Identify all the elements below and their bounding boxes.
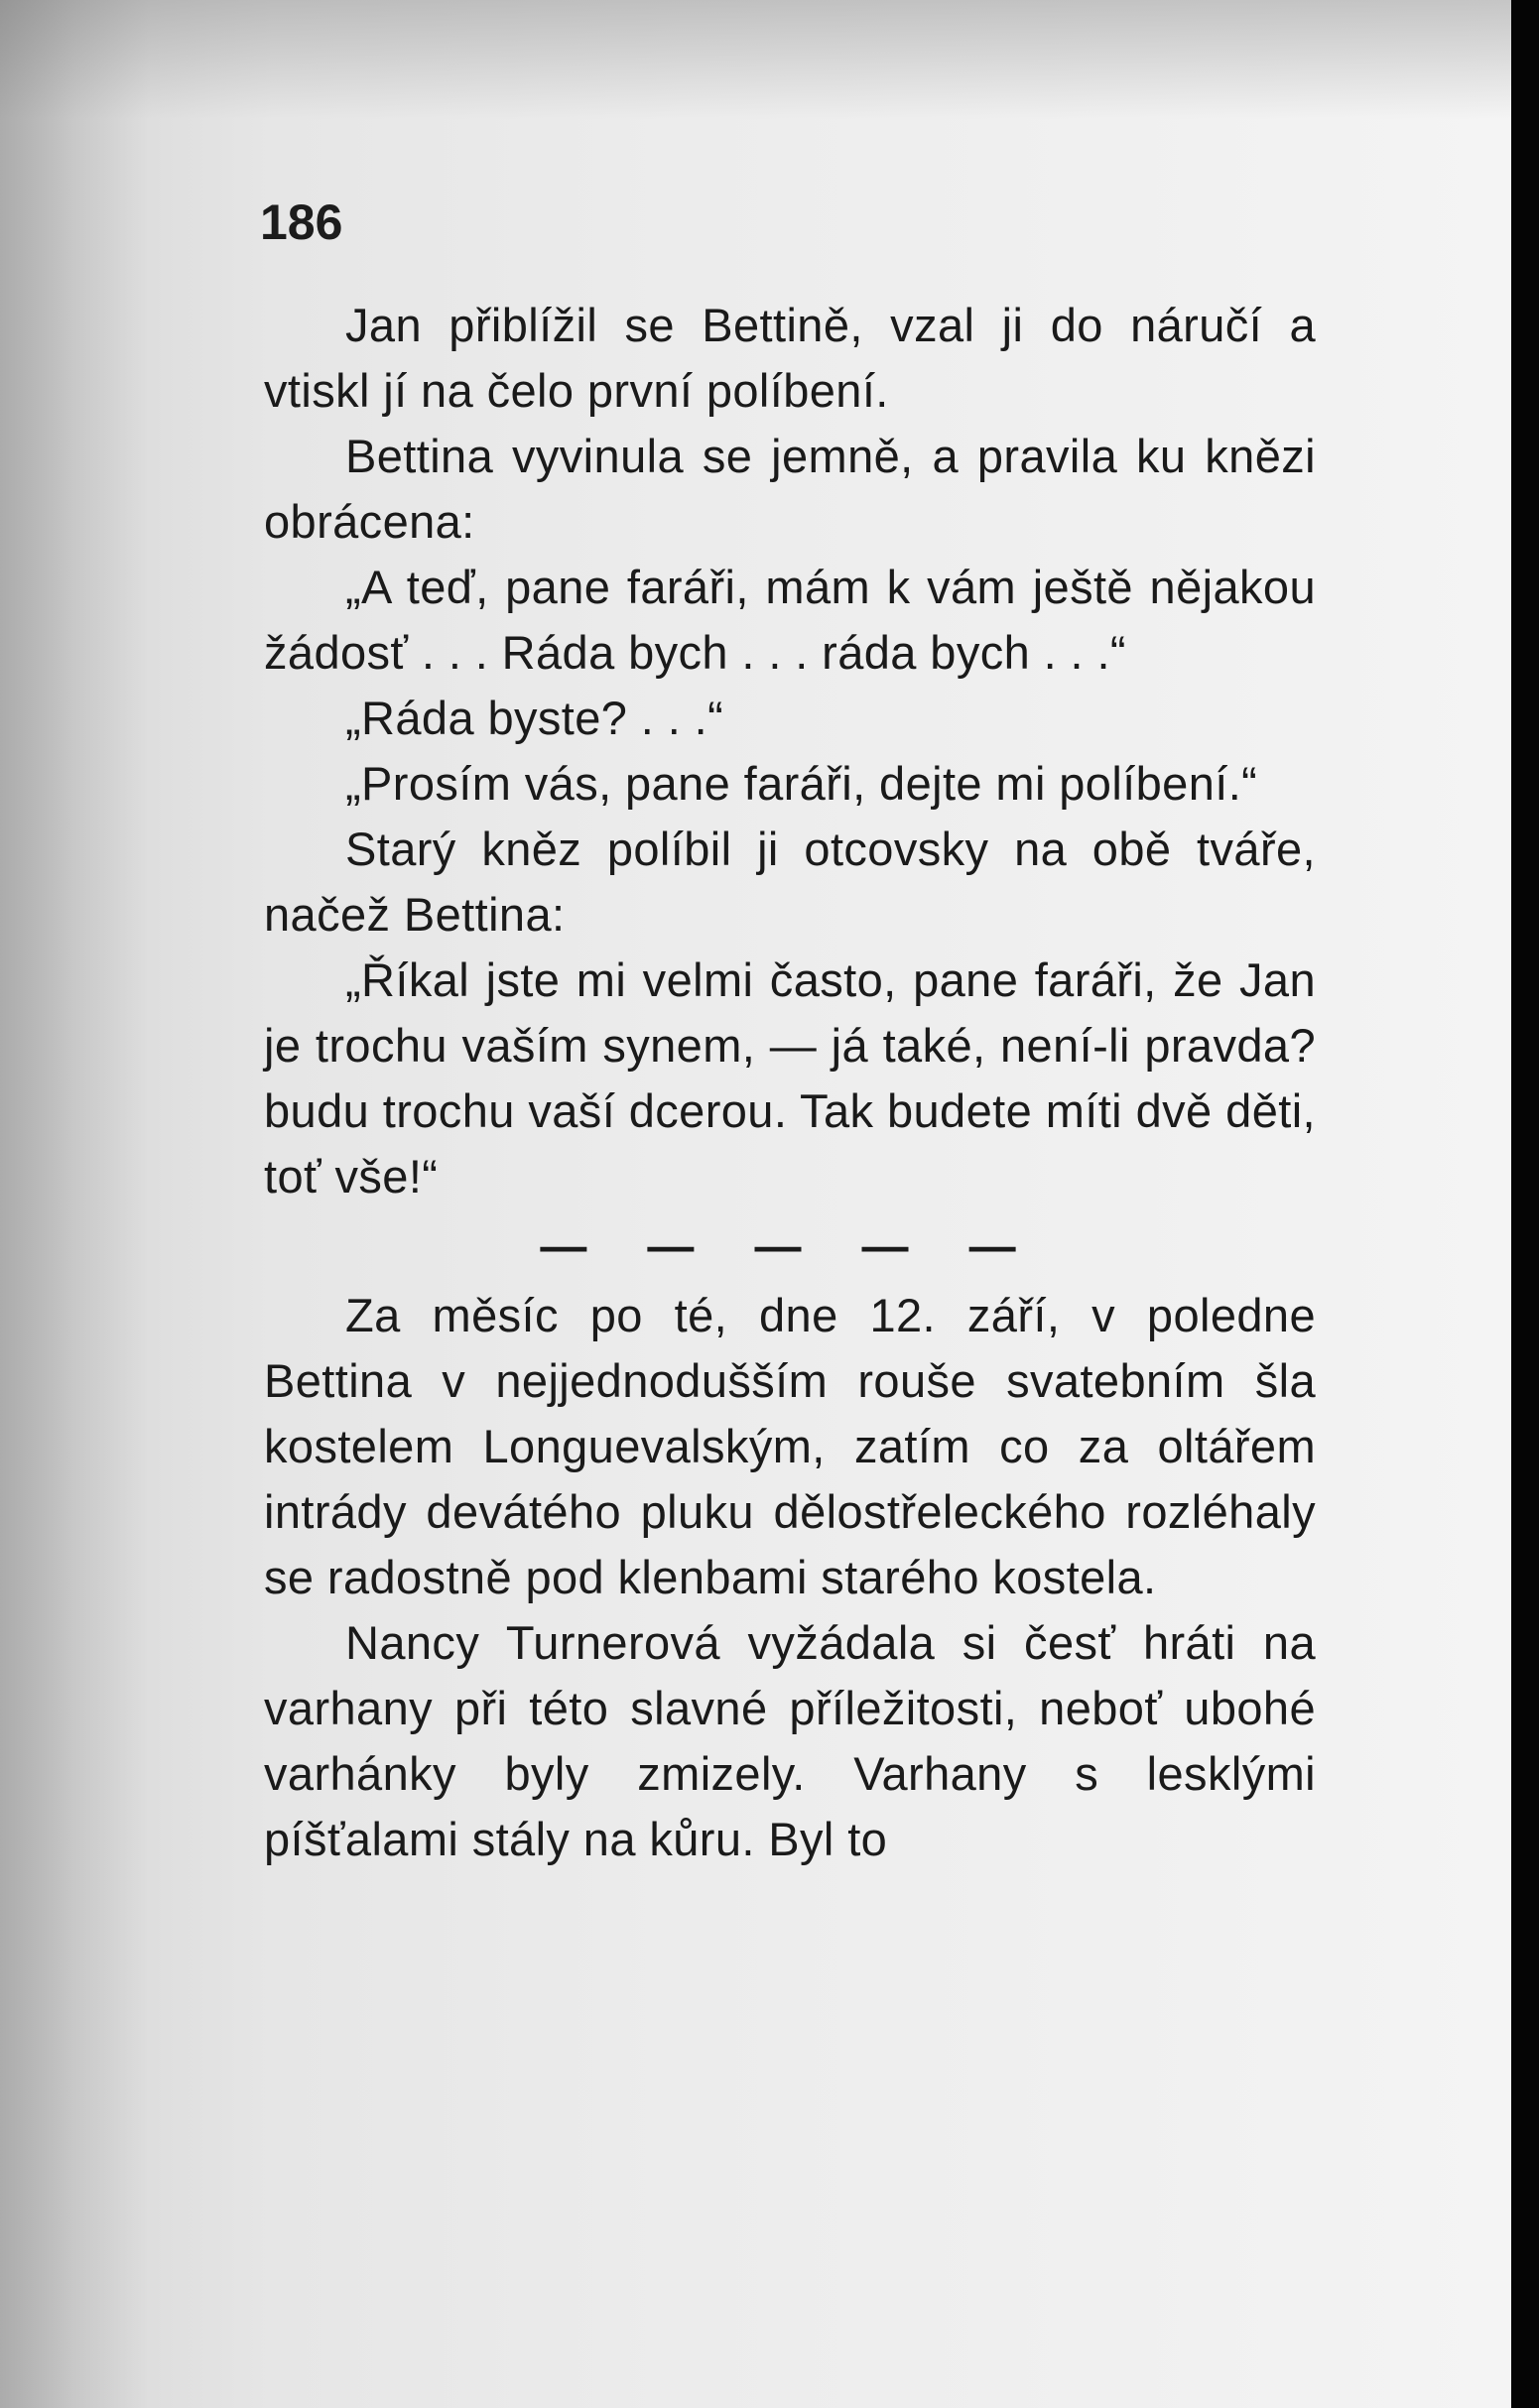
- page-number: 186: [260, 194, 343, 250]
- paragraph: Za měsíc po té, dne 12. září, v poledne Bettina v nejjednodušším rouše svatebním šla kostelem Longuevalským, zatím co za oltářem intrády devátého pluku dělostřeleckého rozléhaly se radostně pod klenbami starého kostela.: [264, 1289, 1316, 1603]
- scan-dark-edge: [1511, 0, 1539, 2408]
- paragraph: Nancy Turnerová vyžádala si česť hráti na varhany při této slavné příležitosti, neboť ubohé varhánky byly zmizely. Varhany s lesklými píšťalami stály na kůru. Byl to: [264, 1616, 1316, 1865]
- body-text: [264, 293, 1316, 1872]
- paragraph: Bettina vyvinula se jemně, a pravila ku knězi obrácena:: [264, 430, 1316, 548]
- dialogue-paragraph: „Říkal jste mi velmi často, pane faráři, že Jan je trochu vaším synem, — já také, není-li pravda? budu trochu vaší dcerou. Tak budete míti dvě děti, toť vše!“: [264, 953, 1316, 1203]
- section-separator: — — — — —: [540, 1219, 1040, 1272]
- paragraph: Jan přiblížil se Bettině, vzal ji do náručí a vtiskl jí na čelo první políbení.: [264, 299, 1316, 417]
- dialogue-paragraph: „Prosím vás, pane faráři, dejte mi políbení.“: [345, 757, 1258, 810]
- dialogue-paragraph: „A teď, pane faráři, mám k vám ještě nějakou žádosť . . . Ráda bych . . . ráda bych . . .“: [264, 561, 1316, 679]
- page-top-shadow: [0, 0, 1511, 119]
- paragraph: Starý kněz políbil ji otcovsky na obě tváře, načež Bettina:: [264, 823, 1316, 941]
- page-gutter-shadow: [0, 0, 149, 2408]
- dialogue-paragraph: „Ráda byste? . . .“: [345, 692, 724, 744]
